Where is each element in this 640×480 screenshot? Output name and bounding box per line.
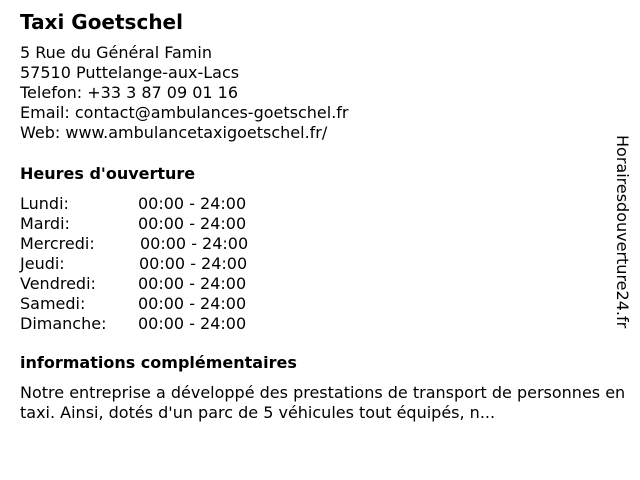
time-range: 00:00 - 24:00 (138, 214, 247, 233)
day-label: Jeudi: (20, 254, 65, 273)
email-line: Email: contact@ambulances-goetschel.fr (20, 103, 349, 122)
day-label: Vendredi: (20, 274, 96, 293)
day-label: Dimanche: (20, 314, 107, 333)
day-label: Mercredi: (20, 234, 95, 253)
phone-line: Telefon: +33 3 87 09 01 16 (20, 83, 239, 102)
time-range: 00:00 - 24:00 (138, 314, 247, 333)
time-range: 00:00 - 24:00 (138, 194, 247, 213)
hours-heading: Heures d'ouverture (20, 164, 196, 183)
day-label: Mardi: (20, 214, 70, 233)
address-block (20, 43, 349, 143)
time-range: 00:00 - 24:00 (138, 274, 247, 293)
website-line: Web: www.ambulancetaxigoetschel.fr/ (20, 123, 328, 142)
info-description: Notre entreprise a développé des prestations de transport de personnes en taxi. Ainsi, dotés d'un parc de 5 véhicules tout équipés, n... (20, 383, 626, 422)
street-address: 5 Rue du Général Famin (20, 43, 212, 62)
time-range: 00:00 - 24:00 (138, 294, 247, 313)
postal-city: 57510 Puttelange-aux-Lacs (20, 63, 240, 82)
info-heading: informations complémentaires (20, 353, 297, 372)
site-watermark: Horairesdouverture24.fr (613, 135, 632, 329)
day-label: Samedi: (20, 294, 86, 313)
time-range: 00:00 - 24:00 (140, 234, 249, 253)
business-name: Taxi Goetschel (20, 10, 183, 34)
time-range: 00:00 - 24:00 (139, 254, 248, 273)
day-label: Lundi: (20, 194, 69, 213)
